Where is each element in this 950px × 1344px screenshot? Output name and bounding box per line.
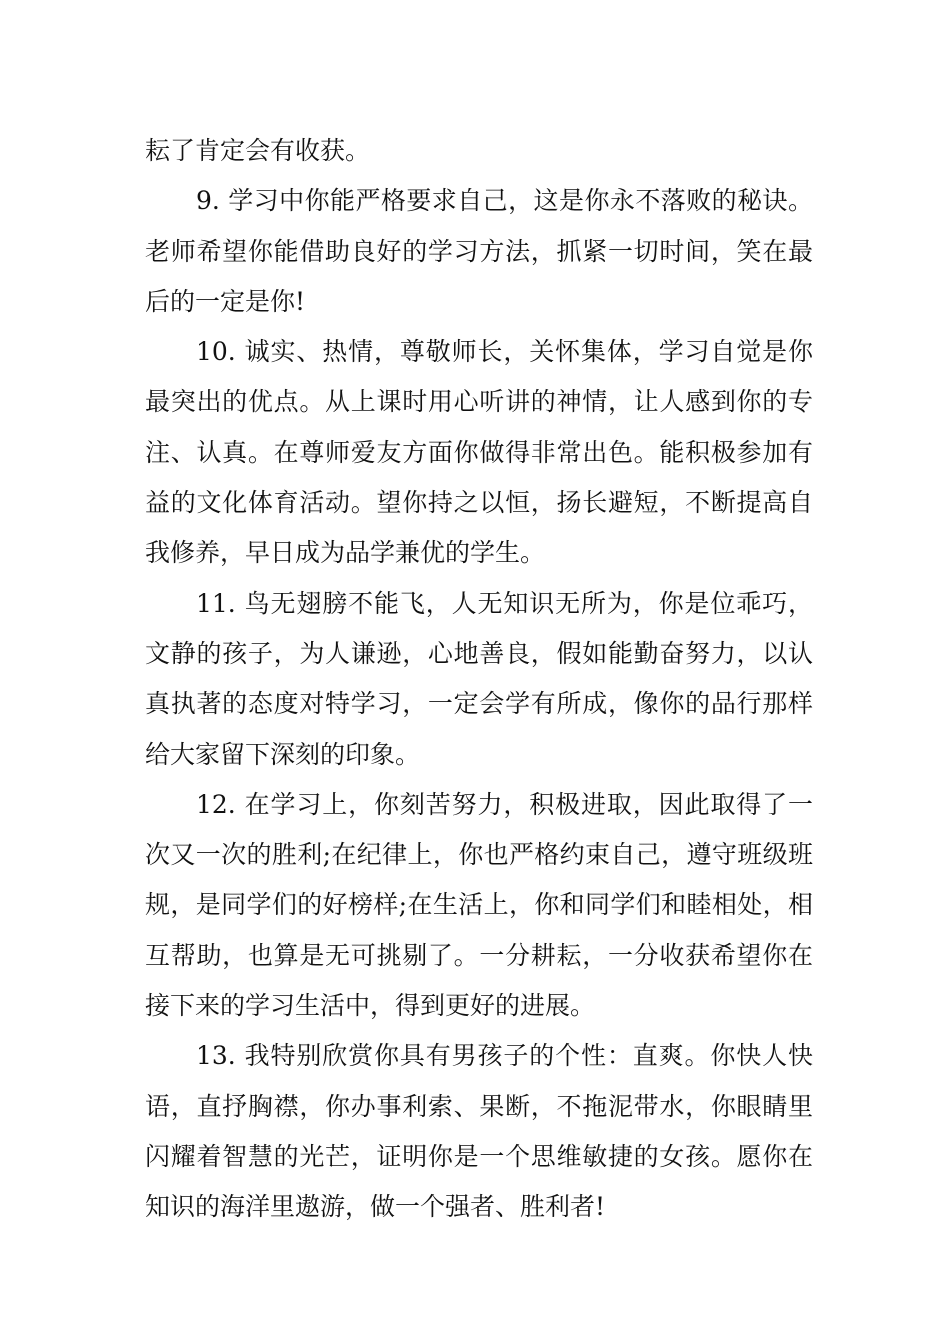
paragraph-10: 10. 诚实、热情，尊敬师长，关怀集体，学习自觉是你最突出的优点。从上课时用心听讲的神情，让人感到你的专注、认真。在尊师爱友方面你做得非常出色。能积极参加有益的文化体育活动。望你持之以恒，扬长避短，不断提高自我修养，早日成为品学兼优的学生。 xyxy=(145,337,813,568)
paragraph-12: 12. 在学习上，你刻苦努力，积极进取，因此取得了一次又一次的胜利;在纪律上，你也严格约束自己，遵守班级班规，是同学们的好榜样;在生活上，你和同学们和睦相处，相互帮助，也算是无可挑剔了。一分耕耘，一分收获希望你在接下来的学习生活中，得到更好的进展。 xyxy=(145,789,813,1021)
paragraph-continuation: 耘了肯定会有收获。 xyxy=(145,136,371,165)
document-body xyxy=(145,126,813,1233)
paragraph-9: 9. 学习中你能严格要求自己，这是你永不落败的秘诀。老师希望你能借助良好的学习方法，抓紧一切时间，笑在最后的一定是你! xyxy=(145,186,813,316)
paragraph-11: 11. 鸟无翅膀不能飞，人无知识无所为，你是位乖巧，文静的孩子，为人谦逊，心地善良，假如能勤奋努力，以认真执著的态度对特学习，一定会学有所成，像你的品行那样给大家留下深刻的印象。 xyxy=(145,588,813,769)
paragraph-13: 13. 我特别欣赏你具有男孩子的个性：直爽。你快人快语，直抒胸襟，你办事利索、果断，不拖泥带水，你眼睛里闪耀着智慧的光芒，证明你是一个思维敏捷的女孩。愿你在知识的海洋里遨游，做一个强者、胜利者! xyxy=(145,1041,813,1222)
